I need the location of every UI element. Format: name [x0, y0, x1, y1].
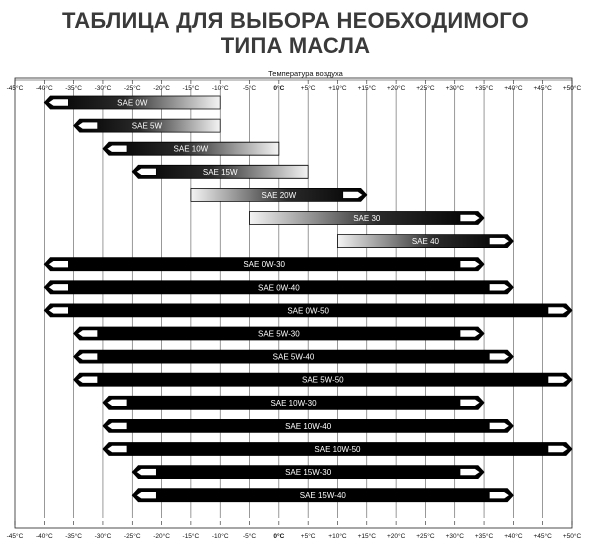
bar: [44, 96, 220, 109]
tick-label-top: +45°C: [533, 85, 552, 92]
bar: [74, 327, 484, 340]
tick-label-top: -25°C: [123, 85, 141, 92]
bar: [74, 119, 221, 132]
bar-end-marker-right: [460, 215, 480, 222]
tick-label-bottom: +30°C: [445, 533, 464, 540]
bar: [44, 258, 484, 271]
bar-end-marker-right: [548, 376, 568, 383]
bar-end-marker-right: [460, 261, 480, 268]
chart-title-line-1: ТАБЛИЦА ДЛЯ ВЫБОРА НЕОБХОДИМОГО: [62, 8, 529, 33]
bar-label: SAE 10W-50: [314, 445, 361, 454]
bar-end-marker-left: [48, 307, 68, 314]
bar-label: SAE 5W-30: [258, 329, 300, 339]
tick-label-bottom: -5°C: [242, 533, 257, 540]
tick-label-top: +40°C: [504, 85, 523, 92]
tick-label-top: +20°C: [386, 85, 406, 92]
tick-label-top: -5°C: [242, 85, 257, 92]
bar-label: SAE 5W-50: [301, 375, 344, 385]
tick-label-bottom: +10°C: [328, 533, 347, 540]
tick-label-top: -20°C: [153, 85, 170, 92]
bar-end-marker-left: [48, 99, 68, 106]
bottom-tick-labels: [7, 532, 582, 540]
tick-label-top: -35°C: [65, 85, 82, 92]
tick-label-bottom: -30°C: [94, 533, 112, 540]
tick-label-bottom: +15°C: [357, 533, 376, 540]
tick-label-bottom: 0°C: [273, 533, 285, 540]
bar-label: SAE 10W-30: [270, 398, 317, 408]
bar-label: SAE 0W: [117, 98, 148, 108]
tick-label-bottom: -10°C: [211, 533, 229, 540]
bar-label: SAE 10W: [173, 144, 209, 154]
bar-label: SAE 20W: [261, 190, 297, 200]
tick-label-bottom: -45°C: [6, 533, 24, 540]
bar: [103, 142, 279, 155]
bar-end-marker-right: [489, 284, 509, 291]
tick-label-bottom: -35°C: [65, 533, 82, 540]
bar-end-marker-right: [460, 469, 480, 476]
tick-label-top: -15°C: [182, 85, 200, 92]
bar: [44, 281, 513, 294]
tick-label-top: -45°C: [6, 85, 24, 92]
tick-label-top: +10°C: [328, 85, 347, 92]
bar-end-marker-left: [78, 353, 98, 360]
tick-label-bottom: +45°C: [533, 533, 552, 540]
tick-label-top: +5°C: [300, 85, 316, 92]
tick-label-bottom: +25°C: [416, 533, 435, 540]
bar: [132, 165, 308, 178]
tick-label-bottom: -20°C: [153, 533, 170, 540]
bar: [74, 373, 572, 386]
bar: [337, 235, 513, 248]
bar-label: SAE 15W-40: [299, 491, 346, 501]
tick-label-bottom: -15°C: [182, 533, 200, 540]
bar: [132, 466, 484, 479]
bar-end-marker-left: [136, 469, 156, 476]
tick-label-top: +35°C: [474, 85, 494, 92]
bar-end-marker-left: [136, 492, 156, 499]
bar-end-marker-right: [343, 191, 363, 198]
tick-label-top: +25°C: [416, 85, 435, 92]
tick-label-top: +15°C: [357, 85, 376, 92]
tick-label-bottom: +5°C: [300, 533, 316, 540]
bar: [191, 188, 367, 201]
bar-end-marker-left: [107, 145, 127, 152]
bar-label: SAE 40: [411, 237, 439, 247]
bar: [103, 443, 572, 456]
bar-end-marker-left: [48, 261, 68, 268]
bar-end-marker-left: [78, 122, 98, 129]
bar-label: SAE 15W: [202, 167, 238, 177]
tick-label-top: -40°C: [35, 85, 53, 92]
bar: [74, 350, 514, 363]
tick-label-bottom: +50°C: [562, 533, 582, 540]
tick-label-top: 0°C: [273, 85, 285, 92]
plot-frame: [15, 78, 572, 528]
bar-label: SAE 0W-40: [258, 283, 300, 293]
tick-label-bottom: -40°C: [35, 533, 53, 540]
tick-label-top: -30°C: [94, 85, 112, 92]
bar-end-marker-right: [460, 399, 480, 406]
chart-title-line-2: ТИПА МАСЛА: [220, 33, 371, 58]
x-axis-label: Температура воздуха: [268, 69, 343, 78]
bar-end-marker-right: [548, 446, 568, 453]
plot-border: [15, 78, 572, 528]
grid-lines: [15, 80, 572, 525]
bar-label: SAE 0W-50: [287, 306, 329, 316]
bar: [103, 396, 484, 409]
bar-label: SAE 0W-30: [243, 260, 286, 270]
top-tick-labels: [7, 84, 582, 92]
tick-label-bottom: +35°C: [474, 533, 494, 540]
bar: [132, 489, 513, 502]
bar-label: SAE 5W-40: [272, 352, 315, 362]
bar-end-marker-right: [489, 353, 509, 360]
bar-end-marker-left: [78, 330, 98, 337]
bar-end-marker-left: [48, 284, 68, 291]
bar-end-marker-right: [489, 492, 509, 499]
bar-end-marker-left: [107, 399, 127, 406]
bar: [44, 304, 572, 317]
bar-end-marker-left: [107, 446, 127, 453]
tick-label-top: +50°C: [562, 85, 582, 92]
tick-label-bottom: +20°C: [386, 533, 406, 540]
bar: [103, 419, 513, 432]
tick-label-bottom: +40°C: [504, 533, 523, 540]
bar-end-marker-right: [489, 238, 509, 245]
bar-end-marker-left: [107, 422, 127, 429]
bar-end-marker-left: [136, 168, 156, 175]
bar-end-marker-right: [548, 307, 568, 314]
bar-label: SAE 15W-30: [285, 468, 332, 478]
bar-end-marker-right: [489, 422, 509, 429]
tick-label-top: +30°C: [445, 85, 464, 92]
bar-label: SAE 5W: [131, 121, 163, 131]
tick-label-top: -10°C: [211, 85, 229, 92]
bar-end-marker-left: [78, 376, 98, 383]
bar-end-marker-right: [460, 330, 480, 337]
bar-label: SAE 30: [353, 214, 381, 223]
bar-label: SAE 10W-40: [285, 421, 332, 431]
tick-label-bottom: -25°C: [123, 533, 141, 540]
bar: [250, 212, 485, 225]
